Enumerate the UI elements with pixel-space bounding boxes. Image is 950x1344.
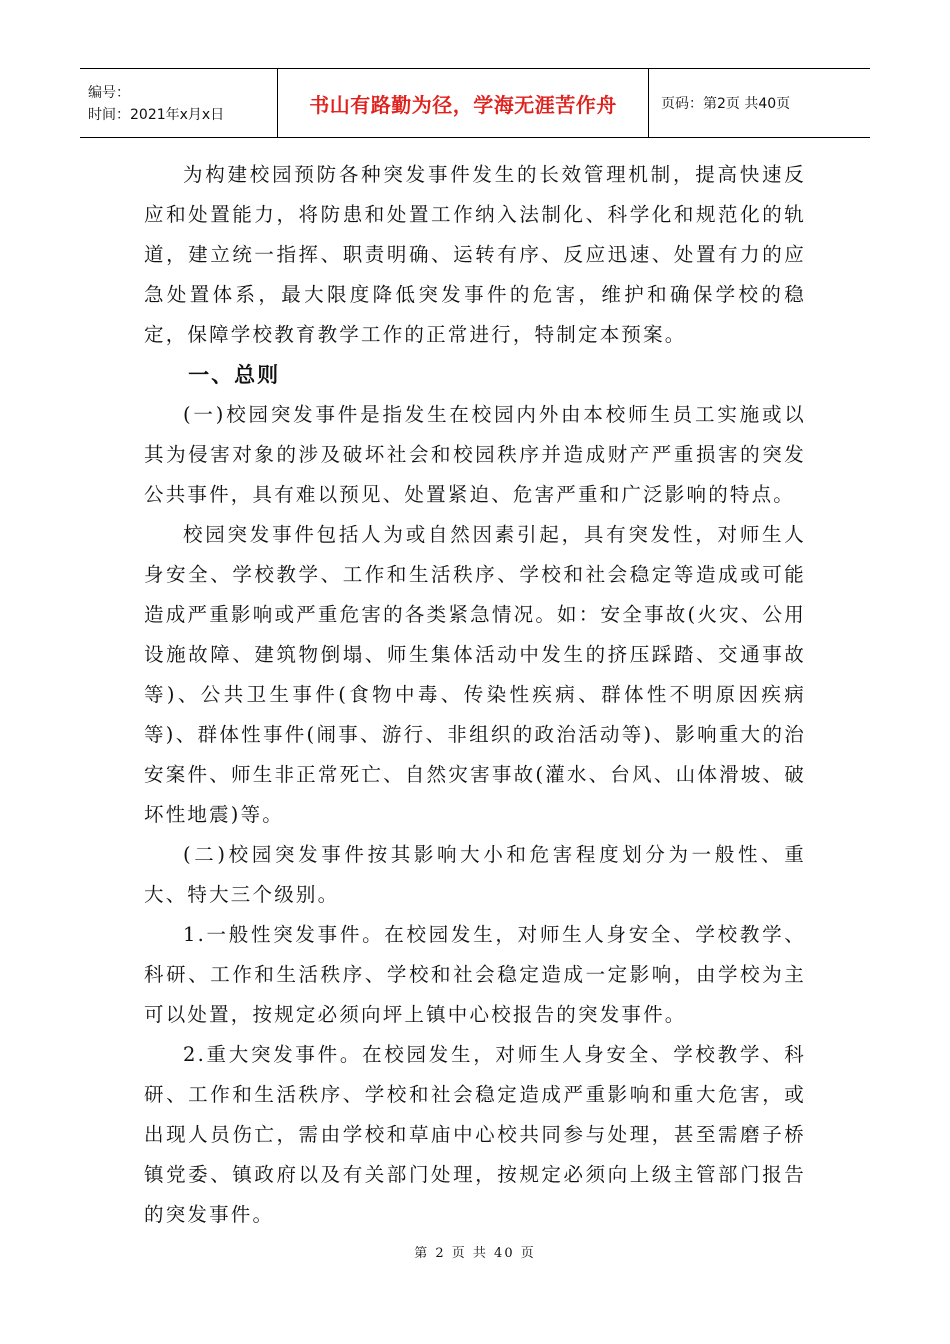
header-meta [80,69,278,137]
paragraph-levels: (二)校园突发事件按其影响大小和危害程度划分为一般性、重大、特大三个级别。 [144,843,806,906]
document-header [80,68,870,138]
paragraph-level-major: 2.重大突发事件。在校园发生，对师生人身安全、学校教学、科研、工作和生活秩序、学校和社会稳定造成严重影响和重大危害，或出现人员伤亡，需由学校和草庙中心校共同参与处理，甚至需磨子桥镇党委、镇政府以及有关部门处理，按规定必须向上级主管部门报告的突发事件。 [144,1043,806,1226]
header-motto [278,69,649,137]
paragraph-scope: 校园突发事件包括人为或自然因素引起，具有突发性，对师生人身安全、学校教学、工作和生活秩序、学校和社会稳定等造成或可能造成严重影响或严重危害的各类紧急情况。如：安全事故(火灾、公用设施故障、建筑物倒塌、师生集体活动中发生的挤压踩踏、交通事故等)、公共卫生事件(食物中毒、传染性疾病、群体性不明原因疾病等)、群体性事件(闹事、游行、非组织的政治活动等)、影响重大的治安案件、师生非正常死亡、自然灾害事故(灌水、台风、山体滑坡、破坏性地震)等。 [144,523,806,826]
page-footer: 第 2 页 共 40 页 [414,1246,536,1261]
header-page [649,69,870,137]
document-number: 编号： [88,85,130,101]
page-indicator: 页码：第2页 共40页 [661,96,791,112]
intro-paragraph: 为构建校园预防各种突发事件发生的长效管理机制，提高快速反应和处置能力，将防患和处置工作纳入法制化、科学化和规范化的轨道，建立统一指挥、职责明确、运转有序、反应迅速、处置有力的应急处置体系，最大限度降低突发事件的危害，维护和确保学校的稳定，保障学校教育教学工作的正常进行，特制定本预案。 [144,163,806,346]
paragraph-level-general: 1.一般性突发事件。在校园发生，对师生人身安全、学校教学、科研、工作和生活秩序、学校和社会稳定造成一定影响，由学校为主可以处置，按规定必须向坪上镇中心校报告的突发事件。 [144,923,806,1026]
document-time: 时间：2021年x月x日 [88,107,225,123]
paragraph-definition: (一)校园突发事件是指发生在校园内外由本校师生员工实施或以其为侵害对象的涉及破坏社会和校园秩序并造成财产严重损害的突发公共事件，具有难以预见、处置紧迫、危害严重和广泛影响的特点。 [144,403,806,506]
section-heading: 一、总则 [188,363,281,387]
document-body [144,155,806,1235]
motto-text: 书山有路勤为径，学海无涯苦作舟 [309,92,617,117]
